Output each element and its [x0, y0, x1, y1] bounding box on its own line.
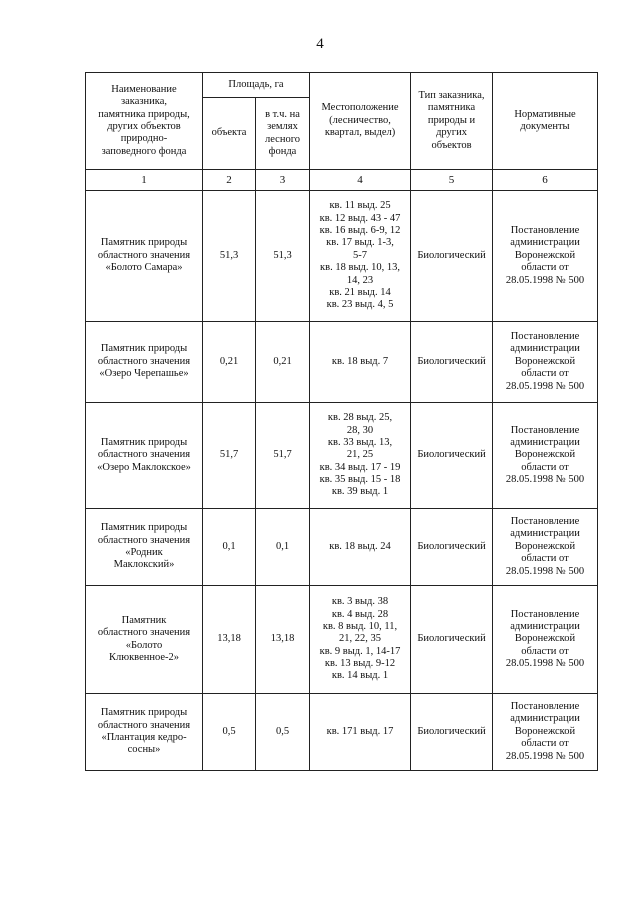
cell-type: Биологический: [411, 509, 493, 586]
header-type: Тип заказника, памятника природы и других объектов: [411, 73, 493, 170]
cell-name: Памятник природы областного значения «Родник Маклокский»: [86, 509, 203, 586]
cell-name: Памятник природы областного значения «Озеро Маклокское»: [86, 403, 203, 509]
cell-location: кв. 18 выд. 24: [310, 509, 411, 586]
header-area-forest: в т.ч. на землях лесного фонда: [256, 98, 310, 170]
cell-area-object: 51,3: [203, 191, 256, 322]
cell-area-forest: 51,7: [256, 403, 310, 509]
cell-location: кв. 28 выд. 25, 28, 30 кв. 33 выд. 13, 21, 25 кв. 34 выд. 17 - 19 кв. 35 выд. 15 - 18 кв. 39 выд. 1: [310, 403, 411, 509]
table-row: [86, 509, 598, 586]
header-location: Местоположение (лесничество, квартал, выдел): [310, 73, 411, 170]
cell-area-forest: 0,1: [256, 509, 310, 586]
cell-type: Биологический: [411, 191, 493, 322]
cell-type: Биологический: [411, 694, 493, 771]
cell-type: Биологический: [411, 586, 493, 694]
page-number: 4: [316, 36, 324, 52]
column-number: 6: [493, 170, 598, 191]
cell-name: Памятник природы областного значения «Плантация кедро- сосны»: [86, 694, 203, 771]
cell-type: Биологический: [411, 322, 493, 403]
table-row: [86, 586, 598, 694]
column-number: 5: [411, 170, 493, 191]
cell-area-forest: 0,5: [256, 694, 310, 771]
cell-area-object: 0,1: [203, 509, 256, 586]
cell-name: Памятник областного значения «Болото Клюквенное-2»: [86, 586, 203, 694]
cell-location: кв. 171 выд. 17: [310, 694, 411, 771]
table-row: [86, 191, 598, 322]
header-row-1: [86, 73, 598, 98]
cell-area-forest: 13,18: [256, 586, 310, 694]
column-number: 1: [86, 170, 203, 191]
table-row: [86, 322, 598, 403]
cell-area-object: 13,18: [203, 586, 256, 694]
cell-area-forest: 51,3: [256, 191, 310, 322]
protected-areas-table: [85, 72, 598, 771]
column-number: 4: [310, 170, 411, 191]
cell-area-forest: 0,21: [256, 322, 310, 403]
table-row: [86, 694, 598, 771]
cell-docs: Постановление администрации Воронежской области от 28.05.1998 № 500: [493, 694, 598, 771]
cell-docs: Постановление администрации Воронежской области от 28.05.1998 № 500: [493, 509, 598, 586]
cell-name: Памятник природы областного значения «Болото Самара»: [86, 191, 203, 322]
cell-type: Биологический: [411, 403, 493, 509]
cell-docs: Постановление администрации Воронежской области от 28.05.1998 № 500: [493, 403, 598, 509]
header-area-object: объекта: [203, 98, 256, 170]
table-row: [86, 403, 598, 509]
column-number-row: [86, 170, 598, 191]
cell-docs: Постановление администрации Воронежской области от 28.05.1998 № 500: [493, 586, 598, 694]
cell-location: кв. 18 выд. 7: [310, 322, 411, 403]
cell-area-object: 0,5: [203, 694, 256, 771]
column-number: 2: [203, 170, 256, 191]
cell-location: кв. 3 выд. 38 кв. 4 выд. 28 кв. 8 выд. 10, 11, 21, 22, 35 кв. 9 выд. 1, 14-17 кв. 13 выд. 9-12 кв. 14 выд. 1: [310, 586, 411, 694]
header-area: Площадь, га: [203, 73, 310, 98]
header-name: Наименование заказника, памятника природы, других объектов природно- заповедного фонда: [86, 73, 203, 170]
column-number: 3: [256, 170, 310, 191]
cell-docs: Постановление администрации Воронежской области от 28.05.1998 № 500: [493, 191, 598, 322]
cell-area-object: 51,7: [203, 403, 256, 509]
header-docs: Нормативные документы: [493, 73, 598, 170]
cell-name: Памятник природы областного значения «Озеро Черепашье»: [86, 322, 203, 403]
cell-docs: Постановление администрации Воронежской области от 28.05.1998 № 500: [493, 322, 598, 403]
cell-location: кв. 11 выд. 25 кв. 12 выд. 43 - 47 кв. 16 выд. 6-9, 12 кв. 17 выд. 1-3, 5-7 кв. 18 выд. 10, 13, 14, 23 кв. 21 выд. 14 кв. 23 выд. 4, 5: [310, 191, 411, 322]
cell-area-object: 0,21: [203, 322, 256, 403]
